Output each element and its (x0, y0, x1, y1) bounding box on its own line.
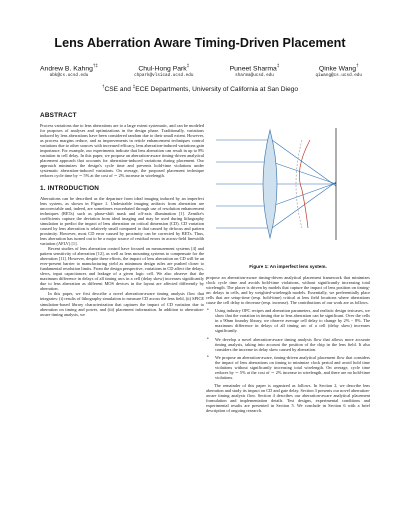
intro-paragraph: In this paper, we first describe a novel aberration-aware timing analysis flow that integrates: (i) results of lithography simulation to measure CD across the lens field, (ii) SPICE simulation-based library characterization that captures the impact of CD variation due to aberration on timing and power, and (iii) placement information. In addition to aberration-aware timing analysis, we (40, 291, 204, 317)
figure-caption: Figure 1: An imperfect lens system. (249, 264, 327, 269)
author-name: Qinke Wang (318, 65, 357, 73)
contribution-list (206, 308, 370, 380)
author-sup: ‡ (186, 63, 190, 68)
left-column (40, 110, 204, 317)
lens-diagram (206, 110, 370, 258)
author-email: qiwang@cs.ucsd.edu (315, 73, 362, 79)
author-sup: † (356, 63, 359, 68)
right-paragraph: propose an aberration-aware timing-driven analytical placement framework that minimizes clock cycle time and avoids hold-time violations, without significantly increasing total wirelength. The placer is driven by models that capture the impact of lens position on timing-arc delays in cells, and by weighted-wirelength models. Essentially, we preferentially place cells that are setup-time (resp. hold-time) critical at lens field locations where aberrations cause the cell delay to decrease (resp. increase). The contributions of our work are as follows. (206, 275, 370, 306)
author-email: sharma@ucsd.edu (235, 73, 274, 79)
author-name: Chul-Hong Park (138, 65, 187, 73)
author-list (40, 62, 362, 79)
affiliation-text: ECE Departments, University of California at San Diego (135, 86, 298, 94)
right-column (206, 110, 370, 413)
affiliation-sup: ‡ (132, 84, 136, 89)
author-block (230, 62, 280, 79)
author-sup: †‡ (92, 63, 98, 68)
paper-title: Lens Aberration Aware Timing-Driven Placement (54, 36, 346, 50)
abstract-text: Process variations due to lens aberrations are to a large extent systematic, and can be modeled for purposes of analyses and optimizations in the design phase. Traditionally, variations induced by lens aberrations have been considered random due to their small extent. However, as process margins reduce, and as improvements in reticle enhancement techniques control variations due to other sources with increased efficacy, lens aberration-induced variations gain importance. For example, our experiments indicate that lens aberration can result in up to 8% variation in cell delay. In this paper, we propose an aberration-aware timing-driven analytical placement approach that accounts for aberration-induced variations during placement. Our approach minimizes the design's cycle time and prevents hold-time violations under systematic aberration-induced variations. On average, the proposed placement technique reduces cycle time by ∼ 5% at the cost of ∼ 2% increase in wirelength. (40, 123, 204, 179)
figure-lens-system (206, 110, 370, 258)
intro-paragraph: Aberrations can be described as the departure from ideal imaging induced by an imperfect lens system, as shown in Figure 1. Undesirable imaging artifacts from aberration are uncorrectable and, indeed, are sometimes exacerbated through use of resolution enhancement techniques (RETs) such as phase-shift mask and off-axis illumination [1]. Zernike's coefficients capture the deviation from ideal imaging and may be used during lithography simulation to predict the impact of lens aberration on critical dimension (CD). CD variation caused by lens aberration is relatively small compared to that caused by defocus and pattern proximity. However, most CD error caused by proximity can be corrected by RETs. Thus, lens aberration has turned out to be a major source of residual errors in across-field linewidth variation (AFLV) [1]. (40, 195, 204, 246)
affiliation (0, 84, 400, 93)
section-heading-introduction: 1. INTRODUCTION (40, 184, 100, 192)
abstract-heading: ABSTRACT (40, 112, 77, 119)
author-block (40, 62, 98, 79)
author-email: abk@cs.ucsd.edu (49, 73, 89, 79)
contribution-item: • We develop a novel aberration-aware timing analysis flow that allows more accurate timing analysis, taking into account the position of the chip in the lens field. It also considers the increase in delay skew caused by aberration. (206, 337, 370, 352)
author-block (316, 62, 362, 79)
contribution-item: • Using industry OPC recipes and aberration parameters, and realistic design testcases, we show that the variation in timing due to lens aberration can be significant. Over the cells in a 90nm foundry library, we observe average cell delay to change by 2% − 8%. The maximum difference in delays of all timing arc of a cell (delay skew) increases significantly. (206, 308, 370, 333)
author-sup: ‡ (276, 63, 280, 68)
affiliation-sup: † (102, 84, 105, 89)
author-block (134, 62, 193, 79)
lens-shape (263, 130, 277, 238)
author-name: Puneet Sharma (229, 65, 277, 73)
contribution-item: • We propose an aberration-aware, timing-driven analytical placement flow that considers the impact of lens aberrations on timing to minimize clock period and avoid hold time violations without significantly increasing total wirelength. On average, cycle time reduces by ∼ 5% at the cost of ∼ 2% increase in wirelength, and there are no hold-time violations. (206, 355, 370, 380)
affiliation-text: CSE and (104, 86, 133, 94)
intro-paragraph: Recent studies of lens aberration control have focused on measurement systems [4] and pattern sensitivity of aberration [12], as well as lens mounting systems to compensate for the aberration [11]. However, despite these efforts, the impact of lens aberration on CD will be an ever-present barrier to manufacturing yield as minimum design rules are pushed closer to fundamental resolution limits. From the design perspective, variations in CD affect the delays, slews, input capacitances and leakage of a given logic cell. We also observe that the maximum difference in delays of all timing arcs in a cell (delay skew) increases significantly due to lens aberration as different MOS devices in the layout are affected differently by aberration. (40, 245, 204, 292)
author-email: chpark@vlsicad.ucsd.edu (134, 73, 194, 79)
author-name: Andrew B. Kahng (40, 65, 93, 73)
right-paragraph: The remainder of this paper is organized as follows. In Section 2, we describe lens aberration and study its impact on CD and gate delay. Section 3 presents our novel aberration-aware timing analysis flow. Section 4 describes our aberration-aware analytical placement formulation and implementation details. Test designs, experimental conditions and experimental results are presented in Section 5. We conclude in Section 6 with a brief description of ongoing research. (206, 382, 370, 414)
